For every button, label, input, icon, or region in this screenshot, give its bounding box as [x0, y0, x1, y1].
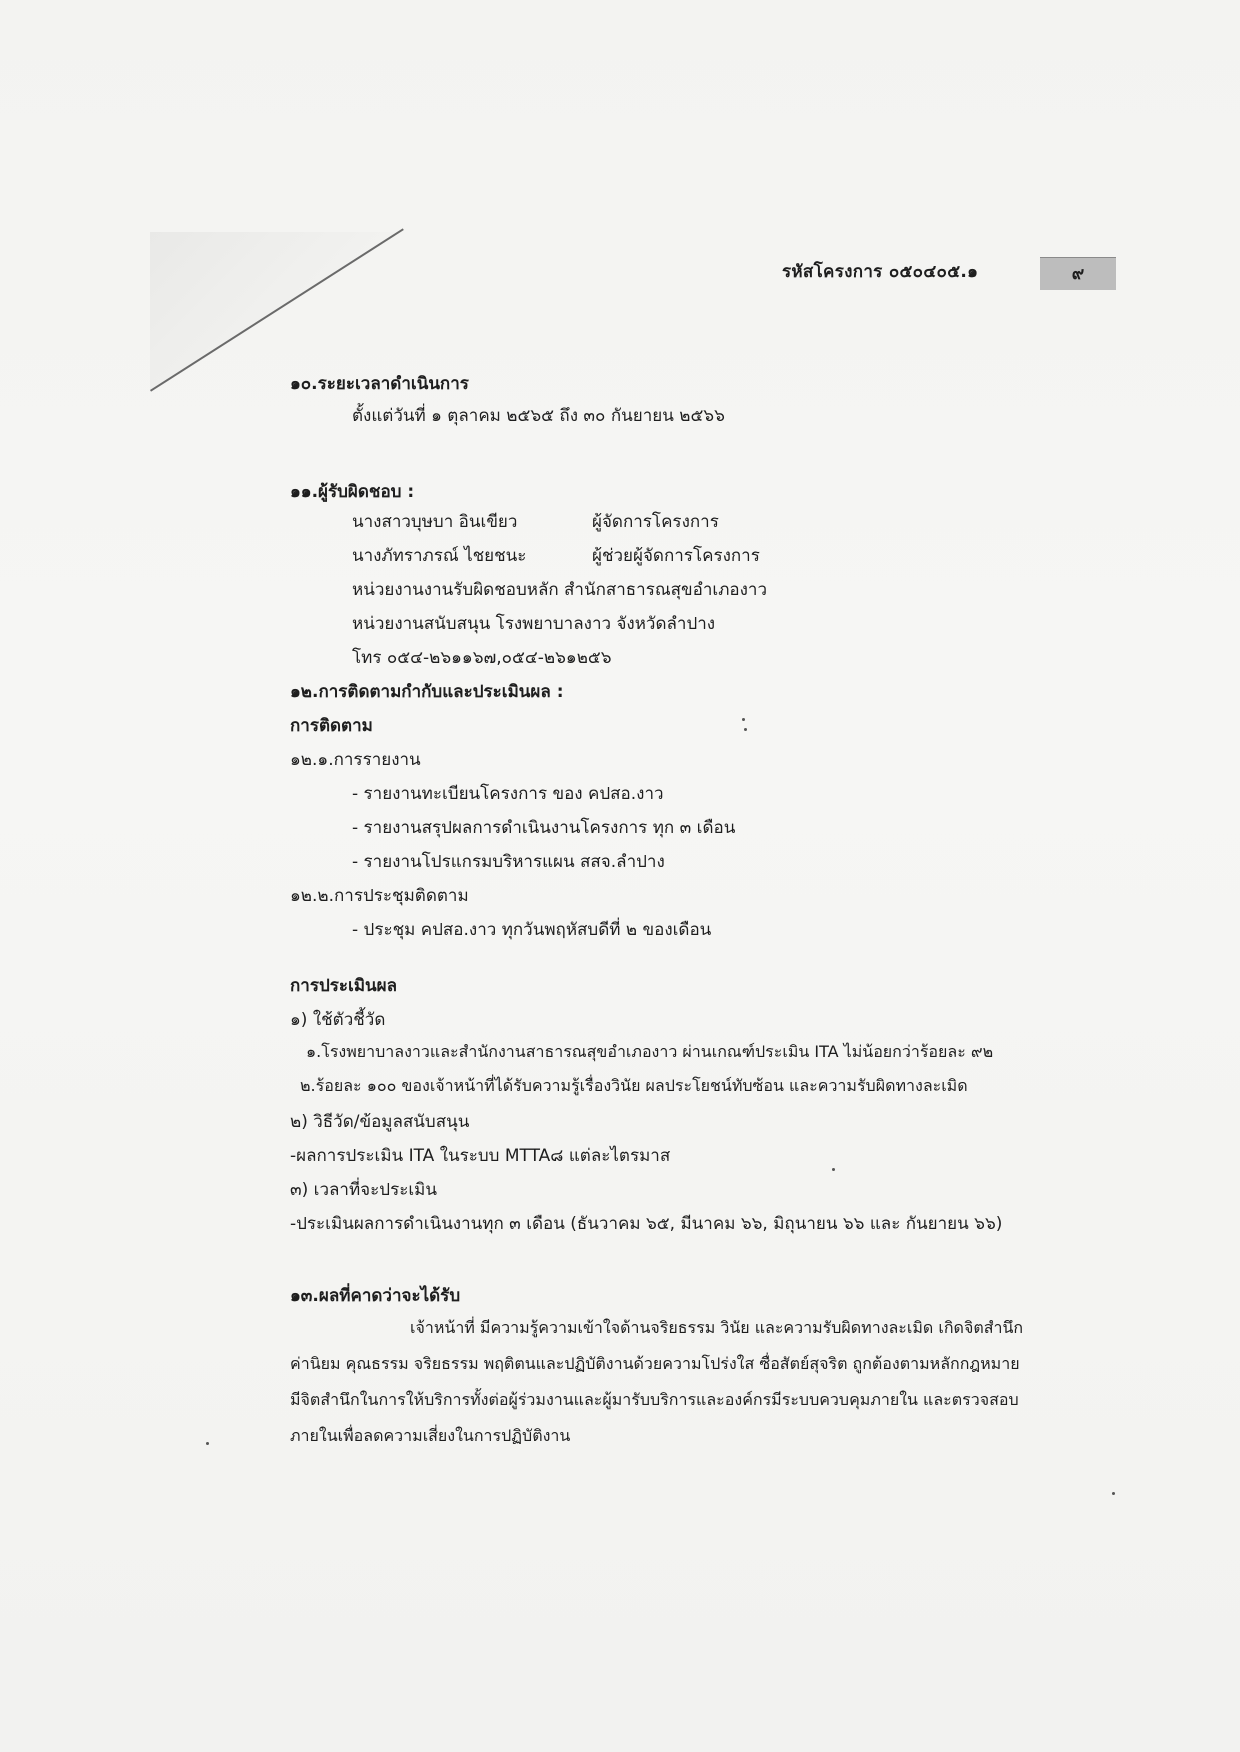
person-1-role: ผู้จัดการโครงการ	[592, 512, 719, 532]
page-number: ๙	[1040, 257, 1116, 290]
report-item: - รายงานสรุปผลการดำเนินงานโครงการ ทุก ๓ เดือน	[352, 818, 736, 838]
method-title: ๒) วิธีวัด/ข้อมูลสนับสนุน	[290, 1112, 470, 1132]
person-2-role: ผู้ช่วยผู้จัดการโครงการ	[592, 546, 760, 566]
section-11-heading: ๑๑.ผู้รับผิดชอบ :	[290, 482, 415, 502]
phone: โทร ๐๕๔-๒๖๑๑๖๗,๐๕๔-๒๖๑๒๕๖	[352, 648, 612, 668]
indicators-title: ๑) ใช้ตัวชี้วัด	[290, 1010, 386, 1030]
expected-result-line: เจ้าหน้าที่ มีความรู้ความเข้าใจด้านจริยธรรม วินัย และความรับผิดทางละเมิด เกิดจิตสำนึก	[410, 1318, 1024, 1337]
scan-speck	[744, 728, 747, 731]
scan-speck	[206, 1442, 209, 1445]
meeting-item: - ประชุม คปสอ.งาว ทุกวันพฤหัสบดีที่ ๒ ของเดือน	[352, 920, 712, 940]
section-10-heading: ๑๐.ระยะเวลาดำเนินการ	[290, 374, 469, 394]
section-13-heading: ๑๓.ผลที่คาดว่าจะได้รับ	[290, 1286, 461, 1306]
scan-speck	[742, 718, 745, 721]
project-code: รหัสโครงการ ๐๕๐๔๐๕.๑	[782, 262, 979, 282]
evaluation-title: การประเมินผล	[290, 976, 398, 996]
person-1-name: นางสาวบุษบา อินเขียว	[352, 512, 518, 532]
scan-speck	[1112, 1492, 1115, 1495]
person-2-name: นางภัทราภรณ์ ไชยชนะ	[352, 546, 527, 566]
expected-result-line: มีจิตสำนึกในการให้บริการทั้งต่อผู้ร่วมงานและผู้มารับบริการและองค์กรมีระบบควบคุมภายใน และตรวจสอบ	[290, 1390, 1019, 1409]
expected-result-line: ค่านิยม คุณธรรม จริยธรรม พฤติตนและปฏิบัติงานด้วยความโปร่งใส ซื่อสัตย์สุจริต ถูกต้องตามหลักกฎหมาย	[290, 1354, 1020, 1373]
main-unit: หน่วยงานงานรับผิดชอบหลัก สำนักสาธารณสุขอำเภองาว	[352, 580, 768, 600]
section-12-heading: ๑๒.การติดตามกำกับและประเมินผล :	[290, 682, 564, 702]
time-item: -ประเมินผลการดำเนินงานทุก ๓ เดือน (ธันวาคม ๖๕, มีนาคม ๖๖, มิถุนายน ๖๖ และ กันยายน ๖๖)	[290, 1214, 1003, 1234]
meeting-title: ๑๒.๒.การประชุมติดตาม	[290, 886, 469, 906]
report-item: - รายงานทะเบียนโครงการ ของ คปสอ.งาว	[352, 784, 664, 804]
scan-speck	[832, 1168, 835, 1171]
time-title: ๓) เวลาที่จะประเมิน	[290, 1180, 437, 1200]
support-unit: หน่วยงานสนับสนุน โรงพยาบาลงาว จังหวัดลำปาง	[352, 614, 716, 634]
indicator-item: ๒.ร้อยละ ๑๐๐ ของเจ้าหน้าที่ได้รับความรู้เรื่องวินัย ผลประโยชน์ทับซ้อน และความรับผิดทางละเมิด	[300, 1076, 968, 1095]
project-period: ตั้งแต่วันที่ ๑ ตุลาคม ๒๕๖๕ ถึง ๓๐ กันยายน ๒๕๖๖	[352, 406, 725, 426]
report-title: ๑๒.๑.การรายงาน	[290, 750, 421, 770]
expected-result-line: ภายในเพื่อลดความเสี่ยงในการปฏิบัติงาน	[290, 1426, 571, 1445]
indicator-item: ๑.โรงพยาบาลงาวและสำนักงานสาธารณสุขอำเภองาว ผ่านเกณฑ์ประเมิน ITA ไม่น้อยกว่าร้อยละ ๙๒	[306, 1042, 994, 1061]
method-item: -ผลการประเมิน ITA ในระบบ MTTA๘ แต่ละไตรมาส	[290, 1146, 671, 1166]
report-item: - รายงานโปรแกรมบริหารแผน สสจ.ลำปาง	[352, 852, 665, 872]
monitoring-title: การติดตาม	[290, 716, 373, 736]
